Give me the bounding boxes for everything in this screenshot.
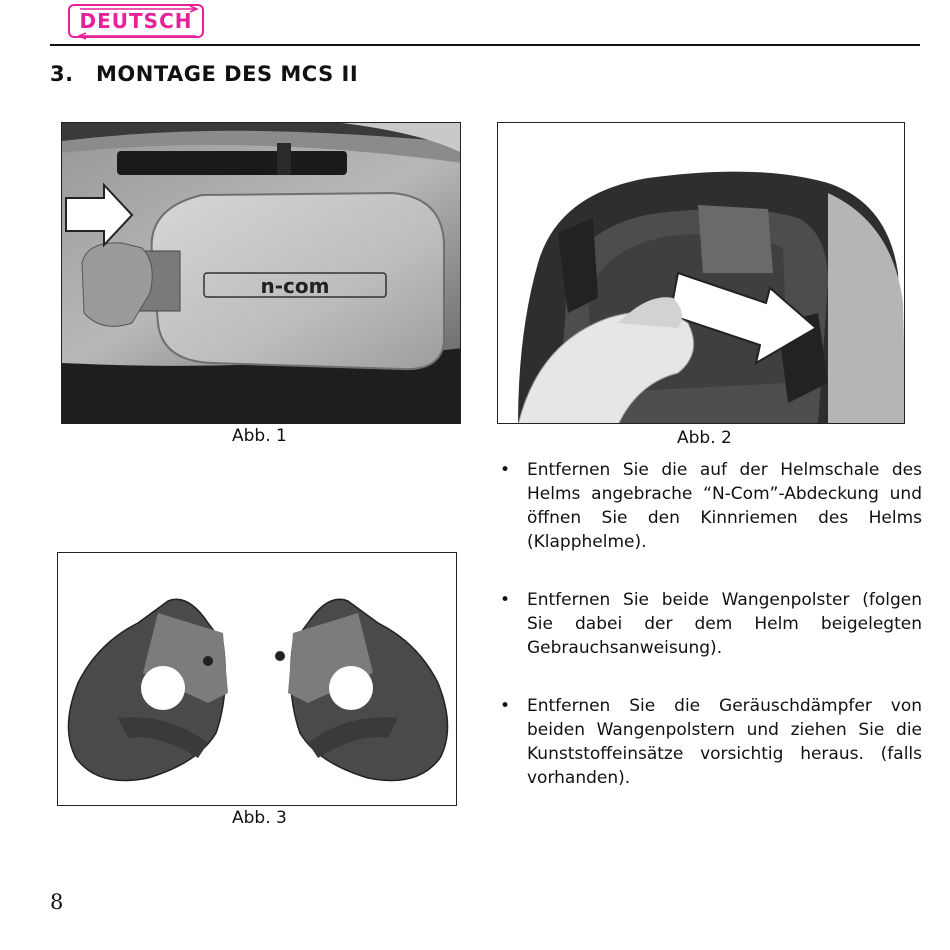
language-label: DEUTSCH: [79, 9, 193, 33]
section-title: [50, 62, 358, 86]
figure-3-caption: Abb. 3: [232, 808, 287, 828]
instruction-item: • Entfernen Sie die auf der Helmschale des Helms angebrache “N-Com”-Abdeckung und öffnen Sie den Kinnriemen des Helms (Klapphelme).: [500, 458, 922, 554]
figure-2-caption: Abb. 2: [677, 428, 732, 448]
header-rule: [50, 44, 920, 46]
instruction-list: [500, 458, 922, 790]
helmet-interior-photo-icon: [498, 123, 905, 424]
instruction-item: • Entfernen Sie beide Wangenpolster (folgen Sie dabei der dem Helm beigelegten Gebrauchsanweisung).: [500, 588, 922, 660]
figure-1-photo: [61, 122, 461, 424]
instruction-item: • Entfernen Sie die Geräuschdämpfer von beiden Wangenpolstern und ziehen Sie die Kunststoffeinsätze vorsichtig heraus. (falls vorhanden).: [500, 694, 922, 790]
language-badge: [68, 4, 204, 38]
cheek-pads-photo-icon: [58, 553, 457, 806]
figure-1-caption: Abb. 1: [232, 426, 287, 446]
figure-3-photo: [57, 552, 457, 806]
section-title-text: MONTAGE DES MCS II: [96, 62, 359, 86]
helmet-cover-photo-icon: [62, 123, 461, 424]
section-number: 3.: [50, 62, 74, 86]
figure-2-photo: [497, 122, 905, 424]
cover-logo-text: n-com: [260, 274, 330, 298]
page-number: 8: [50, 890, 64, 914]
